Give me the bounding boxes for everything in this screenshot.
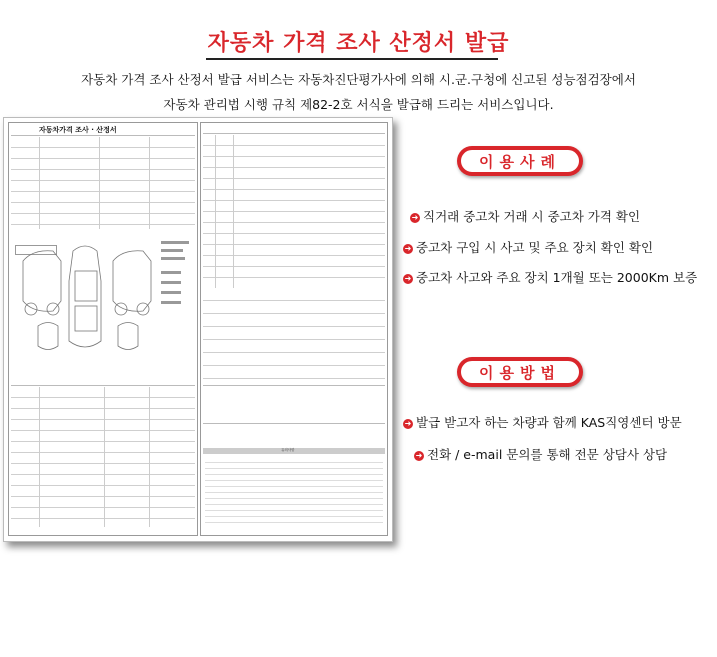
usage-case-item: ➜ 중고차 구입 시 사고 및 주요 장치 확인 확인: [404, 240, 654, 255]
sample-form-image: [3, 117, 393, 542]
usage-case-item: ➜ 직거래 중고차 거래 시 중고차 가격 확인: [411, 209, 641, 224]
arrow-circle-icon: ➜: [404, 273, 412, 283]
usage-case-item: ➜ 중고차 사고와 주요 장치 1개월 또는 2000Km 보증: [404, 270, 698, 285]
page-title: 자동차 가격 조사 산정서 발급: [207, 31, 510, 56]
intro-line-2: 자동차 관리법 시행 규칙 제82-2호 서식을 발급해 드리는 서비스입니다.: [163, 97, 554, 112]
notice-heading-band: [203, 448, 385, 454]
form-page-left: [8, 122, 198, 536]
usage-cases-heading: 이용사례: [479, 153, 561, 171]
form-title: 자동차가격 조사 · 산정서: [39, 126, 117, 134]
intro-line-1: 자동차 가격 조사 산정서 발급 서비스는 자동차진단평가사에 의해 시.군.구청에 신고된 성능점검장에서: [81, 72, 636, 87]
car-damage-diagram: [13, 231, 193, 361]
usage-cases-badge: [457, 146, 583, 176]
arrow-circle-icon: ➜: [411, 212, 419, 222]
notice-text-lines: [205, 457, 383, 527]
title-underline: [206, 58, 498, 60]
usage-method-item: ➜ 발급 받고자 하는 차량과 함께 KAS직영센터 방문: [404, 415, 682, 430]
arrow-circle-icon: ➜: [404, 418, 412, 428]
notice-heading: 유의사항: [281, 448, 295, 452]
usage-method-heading: 이용방법: [479, 364, 561, 382]
arrow-circle-icon: ➜: [415, 450, 423, 460]
arrow-circle-icon: ➜: [404, 243, 412, 253]
usage-method-badge: [457, 357, 583, 387]
form-page-right: [200, 122, 388, 536]
usage-method-item: ➜ 전화 / e-mail 문의를 통해 전문 상담사 상담: [415, 447, 668, 462]
